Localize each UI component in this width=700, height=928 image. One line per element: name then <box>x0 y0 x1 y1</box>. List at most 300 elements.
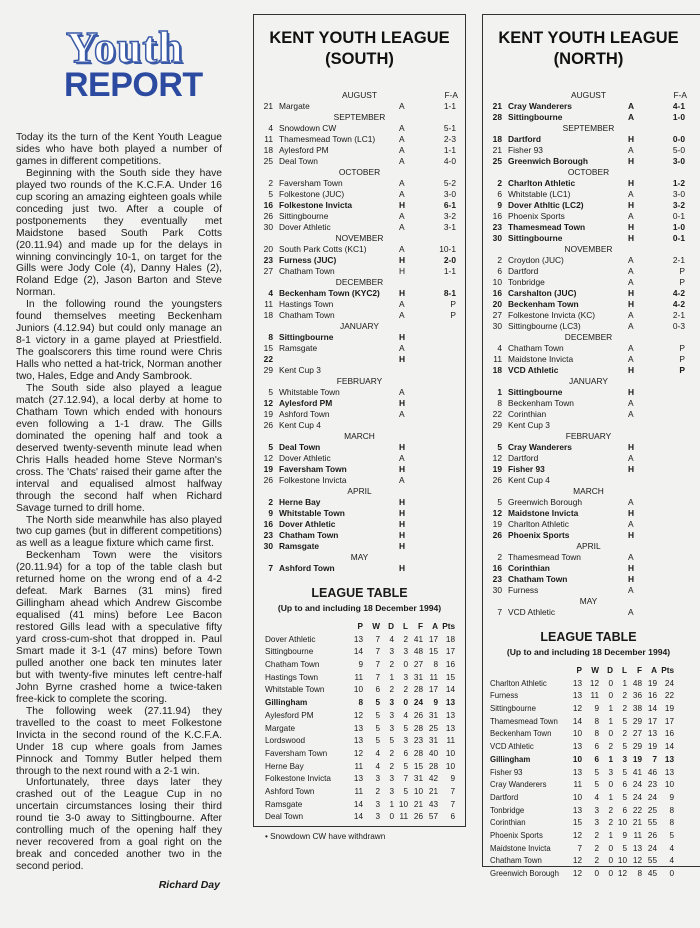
month-heading: MAY <box>350 552 369 562</box>
fixture-date: 5 <box>497 497 502 507</box>
table-cell: 3 <box>389 723 394 733</box>
table-row <box>253 811 466 824</box>
fixture-venue: H <box>399 541 406 551</box>
table-team-name: Herne Bay <box>265 761 304 771</box>
table-row <box>253 659 466 672</box>
fixture-row <box>482 475 695 486</box>
fixture-row <box>482 574 695 585</box>
fixture-opponent: Folkestone Invicta <box>279 200 353 210</box>
fixture-opponent: Thamesmead Town (LC1) <box>279 134 376 144</box>
table-cell: 13 <box>445 698 455 708</box>
table-cell: 17 <box>664 716 674 726</box>
fixture-opponent: Greenwich Borough <box>508 156 589 166</box>
fixture-result: 0-3 <box>672 321 685 331</box>
table-row <box>253 761 466 774</box>
table-team-name: Phoenix Sports <box>490 830 543 840</box>
fixture-date: 6 <box>497 189 502 199</box>
table-cell: 25 <box>647 805 657 815</box>
table-cell: 3 <box>389 774 394 784</box>
table-team-name: Ramsgate <box>265 799 303 809</box>
fixture-venue: A <box>628 409 634 419</box>
table-cell: 41 <box>632 767 642 777</box>
table-cell: 16 <box>647 691 657 701</box>
month-heading: NOVEMBER <box>564 244 613 254</box>
fixture-result: 5-0 <box>672 145 685 155</box>
table-cell: 1 <box>608 754 613 764</box>
table-cell: 3 <box>608 767 613 777</box>
table-cell: 31 <box>413 672 423 682</box>
table-cell: 7 <box>450 786 455 796</box>
fixture-row <box>253 145 466 156</box>
table-cell: 6 <box>594 754 599 764</box>
table-cell: 12 <box>617 869 627 878</box>
table-cell: 6 <box>594 742 599 752</box>
fixture-opponent: Snowdown CW <box>279 123 337 133</box>
table-team-name: Tonbridge <box>490 805 525 815</box>
table-cell: 2 <box>608 742 613 752</box>
table-cell: 0 <box>669 869 674 878</box>
fixture-row <box>482 409 695 420</box>
fixture-opponent: Aylesford PM <box>279 145 329 155</box>
table-cell: 2 <box>622 691 627 701</box>
fixture-opponent: Whitstable (LC1) <box>508 189 571 199</box>
fixture-row <box>253 178 466 189</box>
fixture-venue: A <box>628 398 634 408</box>
table-cell: 19 <box>647 678 657 688</box>
table-cell: 31 <box>428 736 438 746</box>
fixture-row <box>482 464 695 475</box>
table-team-name: Furness <box>490 691 519 701</box>
fixture-row <box>253 519 466 530</box>
table-row <box>253 773 466 786</box>
month-heading: MAY <box>579 596 598 606</box>
table-cell: 5 <box>622 767 627 777</box>
table-row <box>253 634 466 647</box>
table-cell: 5 <box>389 736 394 746</box>
table-cell: 4 <box>403 710 408 720</box>
table-cell: 5 <box>594 767 599 777</box>
table-cell: 0 <box>608 729 613 739</box>
fixture-row <box>482 156 695 167</box>
fixture-opponent: Greenwich Borough <box>508 497 583 507</box>
table-cell: 8 <box>669 805 674 815</box>
table-cell: 5 <box>622 716 627 726</box>
fixture-date: 15 <box>263 343 273 353</box>
fixture-row <box>482 530 695 541</box>
table-cell: 6 <box>403 748 408 758</box>
fixture-date: 29 <box>263 365 273 375</box>
fixture-row <box>482 519 695 530</box>
north-table-title: LEAGUE TABLE <box>540 630 637 644</box>
fixture-result: 3-0 <box>672 156 685 166</box>
fixture-row <box>482 321 695 332</box>
fixture-opponent: Corinthian <box>508 409 547 419</box>
table-cell: 16 <box>445 660 455 670</box>
table-team-name: Lordswood <box>265 736 306 746</box>
fixture-opponent: Charlton Athletic <box>508 519 569 529</box>
table-column-header: F <box>636 666 642 675</box>
fixture-row <box>253 244 466 255</box>
table-cell: 11 <box>354 761 363 771</box>
fixture-venue: H <box>628 574 635 584</box>
fixture-row <box>482 266 695 277</box>
fixture-row <box>253 211 466 222</box>
month-heading: DECEMBER <box>564 332 613 342</box>
fixture-result: P <box>679 266 685 276</box>
south-title-line2: (SOUTH) <box>325 50 394 68</box>
article-paragraph: Beckenham Town were the visitors (20.11.94) for a top of the table clash but returned home on the wrong end of a 4-2 defeat. Mark Barnes (31 mins) fired Gillingham ahead which Andrew Giscombe equalised (41 mins) before Lee Bacon restored Gills lead with a speculative fifty yard cross-cum-shot that dropped in. Paul Smart made it 3-1 (47 mins) before Town pulled another one back ten minutes later but with twenty-five minutes left centre-half John Byrne crashed home a twice-taken free-kick to complete the scoring. <box>16 550 222 705</box>
table-cell: 1 <box>389 799 394 809</box>
fixture-venue: H <box>628 365 635 375</box>
fixture-venue: H <box>399 530 406 540</box>
table-cell: 13 <box>664 754 674 764</box>
fixture-result: 1-1 <box>443 145 456 155</box>
fixture-opponent: Phoenix Sports <box>508 530 570 540</box>
table-cell: 15 <box>572 818 582 828</box>
fixture-venue: H <box>628 134 635 144</box>
fixture-row <box>253 101 466 112</box>
fixture-venue: H <box>628 299 635 309</box>
month-heading: OCTOBER <box>338 167 381 177</box>
fixture-opponent: Dartford <box>508 453 539 463</box>
fixture-date: 2 <box>268 497 273 507</box>
month-heading: AUGUST <box>342 90 377 100</box>
fixture-opponent: Kent Cup 3 <box>508 420 550 430</box>
fixture-venue: A <box>628 112 635 122</box>
fixture-row <box>253 464 466 475</box>
table-cell: 24 <box>647 792 657 802</box>
fixture-opponent: Dover Athltic (LC2) <box>508 200 584 210</box>
south-table-note: • Snowdown CW have withdrawn <box>265 832 386 841</box>
fixture-venue: H <box>628 222 635 232</box>
table-cell: 12 <box>572 704 582 714</box>
fixture-date: 12 <box>492 453 502 463</box>
fixture-venue: A <box>628 354 634 364</box>
fixture-opponent: Whitstable Town <box>279 387 340 397</box>
fixture-opponent: Chatham Town <box>279 266 335 276</box>
table-cell: 0 <box>594 869 599 878</box>
fixture-row <box>253 332 466 343</box>
fixture-date: 19 <box>492 464 502 474</box>
month-heading: SEPTEMBER <box>333 112 386 122</box>
table-cell: 1 <box>608 716 613 726</box>
score-column-label: F-A <box>673 90 687 100</box>
fixture-opponent: Sittingbourne <box>508 387 563 397</box>
fixture-opponent: Croydon (JUC) <box>508 255 564 265</box>
table-cell: 15 <box>445 672 455 682</box>
fixture-result: 1-1 <box>443 266 456 276</box>
table-cell: 48 <box>632 678 642 688</box>
fixture-row <box>253 442 466 453</box>
table-row <box>482 754 695 767</box>
article-paragraph: The North side meanwhile has also played two cup games (but in different competitions) as well as a league fixture which came first. <box>16 514 222 550</box>
table-cell: 8 <box>594 729 599 739</box>
table-cell: 27 <box>632 729 642 739</box>
table-cell: 9 <box>622 830 627 840</box>
fixture-venue: A <box>628 585 634 595</box>
fixture-result: 5-1 <box>443 123 456 133</box>
fixture-row <box>482 189 695 200</box>
fixture-venue: A <box>399 156 405 166</box>
fixture-date: 12 <box>263 453 273 463</box>
fixture-result: 2-1 <box>672 310 685 320</box>
table-cell: 24 <box>632 792 642 802</box>
table-cell: 12 <box>589 678 599 688</box>
table-team-name: Sittingbourne <box>490 704 536 714</box>
fixture-venue: A <box>628 266 634 276</box>
fixture-opponent: Folkestone Invicta (KC) <box>508 310 596 320</box>
table-cell: 2 <box>389 685 394 695</box>
table-cell: 9 <box>433 698 438 708</box>
table-cell: 5 <box>375 698 380 708</box>
table-cell: 55 <box>647 818 657 828</box>
north-league-table <box>482 665 695 881</box>
table-cell: 12 <box>572 869 582 878</box>
table-cell: 7 <box>577 843 582 853</box>
table-team-name: Ashford Town <box>265 786 315 796</box>
table-cell: 14 <box>445 685 455 695</box>
fixture-date: 4 <box>268 288 273 298</box>
table-team-name: Margate <box>265 723 296 733</box>
table-row <box>482 830 695 843</box>
fixture-date: 21 <box>263 101 273 111</box>
table-cell: 13 <box>572 767 582 777</box>
table-cell: 3 <box>622 754 627 764</box>
table-cell: 12 <box>353 748 363 758</box>
south-table-subtitle: (Up to and including 18 December 1994) <box>277 603 442 613</box>
fixture-row <box>253 475 466 486</box>
fixture-venue: H <box>399 508 406 518</box>
table-row <box>482 855 695 868</box>
fixture-date: 26 <box>492 475 502 485</box>
fixture-venue: H <box>399 354 406 364</box>
table-cell: 10 <box>572 729 582 739</box>
fixture-date: 21 <box>492 145 502 155</box>
table-cell: 3 <box>375 799 380 809</box>
fixture-date: 25 <box>492 156 502 166</box>
table-cell: 27 <box>413 660 423 670</box>
fixture-opponent: Ashford Town <box>279 563 335 573</box>
fixture-date: 23 <box>492 574 502 584</box>
table-cell: 12 <box>572 830 582 840</box>
table-cell: 4 <box>594 792 599 802</box>
fixture-row <box>253 189 466 200</box>
fixture-date: 16 <box>492 211 502 221</box>
fixture-result: 6-1 <box>443 200 456 210</box>
table-column-header: D <box>607 666 613 675</box>
fixture-opponent: Thamesmead Town <box>508 222 586 232</box>
table-cell: 24 <box>664 678 674 688</box>
table-cell: 14 <box>572 716 582 726</box>
fixture-date: 8 <box>268 332 273 342</box>
north-panel <box>482 0 695 881</box>
table-cell: 11 <box>573 780 582 790</box>
table-cell: 26 <box>647 830 657 840</box>
article-paragraph: Unfortunately, three days later they crashed out of the League Cup in no uncertain circumstances losing their third round tie 3-0 away to Sittingbourne. After controlling much of the opening half they never recovered from a goal right on the break and conceded another two in the second period. <box>16 777 222 873</box>
table-cell: 2 <box>389 761 394 771</box>
table-cell: 0 <box>608 691 613 701</box>
fixture-result: 3-2 <box>443 211 456 221</box>
fixture-date: 30 <box>492 321 502 331</box>
table-cell: 23 <box>413 736 423 746</box>
table-cell: 5 <box>594 780 599 790</box>
table-team-name: Dover Athletic <box>265 634 316 644</box>
fixture-row <box>253 530 466 541</box>
table-cell: 6 <box>622 780 627 790</box>
table-cell: 10 <box>445 748 455 758</box>
fixture-venue: A <box>628 519 634 529</box>
fixture-opponent: Margate <box>279 101 310 111</box>
table-cell: 21 <box>413 799 423 809</box>
fixture-opponent: Dover Athletic <box>279 222 331 232</box>
fixture-date: 19 <box>492 519 502 529</box>
fixture-venue: H <box>628 156 635 166</box>
table-cell: 8 <box>358 698 363 708</box>
table-team-name: Thamesmead Town <box>490 716 558 726</box>
fixture-result: 3-0 <box>443 189 456 199</box>
fixture-result: P <box>450 299 456 309</box>
table-cell: 17 <box>445 647 455 657</box>
table-cell: 3 <box>403 647 408 657</box>
fixture-opponent: Faversham Town <box>279 464 347 474</box>
table-cell: 0 <box>403 660 408 670</box>
table-cell: 4 <box>375 761 380 771</box>
table-cell: 2 <box>389 748 394 758</box>
table-cell: 11 <box>446 736 455 746</box>
fixture-venue: A <box>399 310 405 320</box>
fixtures-header <box>253 90 466 101</box>
fixture-opponent: Ramsgate <box>279 541 320 551</box>
fixture-row <box>253 354 466 365</box>
month-heading: JANUARY <box>569 376 608 386</box>
fixture-row <box>253 266 466 277</box>
fixture-date: 28 <box>492 112 502 122</box>
table-cell: 17 <box>647 716 657 726</box>
table-cell: 7 <box>375 634 380 644</box>
table-column-header: L <box>621 666 627 675</box>
table-cell: 3 <box>403 672 408 682</box>
fixture-result: 2-0 <box>443 255 456 265</box>
table-cell: 11 <box>429 672 438 682</box>
fixture-venue: A <box>399 134 405 144</box>
table-cell: 3 <box>375 774 380 784</box>
fixture-result: 4-2 <box>672 288 685 298</box>
fixture-result: 3-1 <box>443 222 456 232</box>
score-column-label: F-A <box>444 90 458 100</box>
table-row <box>253 684 466 697</box>
table-cell: 13 <box>664 767 674 777</box>
fixture-opponent: Faversham Town <box>279 178 343 188</box>
fixture-date: 9 <box>497 200 502 210</box>
fixture-opponent: Kent Cup 4 <box>508 475 550 485</box>
table-cell: 24 <box>632 780 642 790</box>
fixture-venue: A <box>399 222 405 232</box>
table-cell: 10 <box>617 856 627 866</box>
table-row <box>253 710 466 723</box>
fixture-date: 20 <box>492 299 502 309</box>
table-cell: 15 <box>428 647 438 657</box>
table-cell: 2 <box>375 786 380 796</box>
table-cell: 10 <box>413 786 423 796</box>
fixtures-header <box>482 90 695 101</box>
fixture-opponent: South Park Cotts (KC1) <box>279 244 367 254</box>
fixture-venue: H <box>399 563 406 573</box>
fixture-opponent: Chatham Town <box>508 343 564 353</box>
table-row <box>482 817 695 830</box>
fixture-opponent: VCD Athletic <box>508 607 556 617</box>
fixture-date: 2 <box>497 178 502 188</box>
table-team-name: Beckenham Town <box>490 729 552 739</box>
fixture-opponent: Corinthian <box>508 563 550 573</box>
table-cell: 7 <box>450 799 455 809</box>
fixture-row <box>482 365 695 376</box>
table-cell: 13 <box>353 736 363 746</box>
table-row <box>482 690 695 703</box>
fixture-opponent: Maidstone Invicta <box>508 354 574 364</box>
fixture-venue: H <box>628 200 635 210</box>
table-row <box>482 843 695 856</box>
fixture-row <box>253 409 466 420</box>
table-team-name: Maidstone Invicta <box>490 843 551 853</box>
article-paragraph: The South side also played a league match (27.12.94), a local derby at home to Chatham Town which ended with honours even following a 1-1 draw. The Gills dominated the opening half and took a deserved twenty-seventh minute lead when Chris Halls headed home Steve Norman's cross. The 'Chats' raised their game after the interval and equalised almost halfway through the second half when Richard Savage turned to drill home. <box>16 383 222 514</box>
fixture-venue: A <box>628 211 634 221</box>
fixture-date: 6 <box>497 266 502 276</box>
table-cell: 57 <box>428 812 438 822</box>
fixture-row <box>482 497 695 508</box>
table-cell: 7 <box>375 672 380 682</box>
table-cell: 12 <box>632 856 642 866</box>
fixture-opponent: Cray Wanderers <box>508 101 572 111</box>
fixture-date: 26 <box>263 211 273 221</box>
table-cell: 9 <box>594 704 599 714</box>
table-team-name: VCD Athletic <box>490 742 534 752</box>
table-cell: 2 <box>622 729 627 739</box>
table-cell: 7 <box>375 647 380 657</box>
fixture-date: 5 <box>268 189 273 199</box>
table-cell: 12 <box>572 856 582 866</box>
article-paragraph: In the following round the youngsters found themselves meeting Beckenham Juniors (4.12.94) but could only manage an 8-1 victory in a game played at Priestfield. The goalscorers this time round were Chris Halls who netted a hat-trick, Norman another two, Hales, Edge and Andy Sambrook. <box>16 299 222 383</box>
table-cell: 5 <box>622 742 627 752</box>
table-column-header: D <box>388 622 394 631</box>
fixture-result: 0-0 <box>672 134 685 144</box>
table-cell: 8 <box>433 660 438 670</box>
table-cell: 1 <box>608 792 613 802</box>
fixture-result: 4-2 <box>672 299 685 309</box>
south-table-title: LEAGUE TABLE <box>311 586 408 600</box>
table-cell: 15 <box>413 761 423 771</box>
table-cell: 31 <box>428 710 438 720</box>
table-team-name: Charlton Athletic <box>490 678 547 688</box>
table-cell: 9 <box>669 792 674 802</box>
fixture-row <box>253 222 466 233</box>
table-cell: 41 <box>413 634 423 644</box>
table-cell: 5 <box>375 723 380 733</box>
table-cell: 28 <box>428 761 438 771</box>
fixture-result: 0-1 <box>672 211 685 221</box>
fixture-row <box>253 299 466 310</box>
fixture-opponent: Chatham Town <box>279 310 335 320</box>
table-cell: 5 <box>622 792 627 802</box>
table-cell: 26 <box>413 812 423 822</box>
month-heading: DECEMBER <box>335 277 384 287</box>
fixture-date: 11 <box>264 299 273 309</box>
table-cell: 1 <box>608 704 613 714</box>
table-row <box>482 792 695 805</box>
fixture-opponent: Dover Athletic <box>279 519 336 529</box>
fixture-result: 4-1 <box>672 101 685 111</box>
table-cell: 3 <box>389 698 394 708</box>
table-cell: 3 <box>389 786 394 796</box>
